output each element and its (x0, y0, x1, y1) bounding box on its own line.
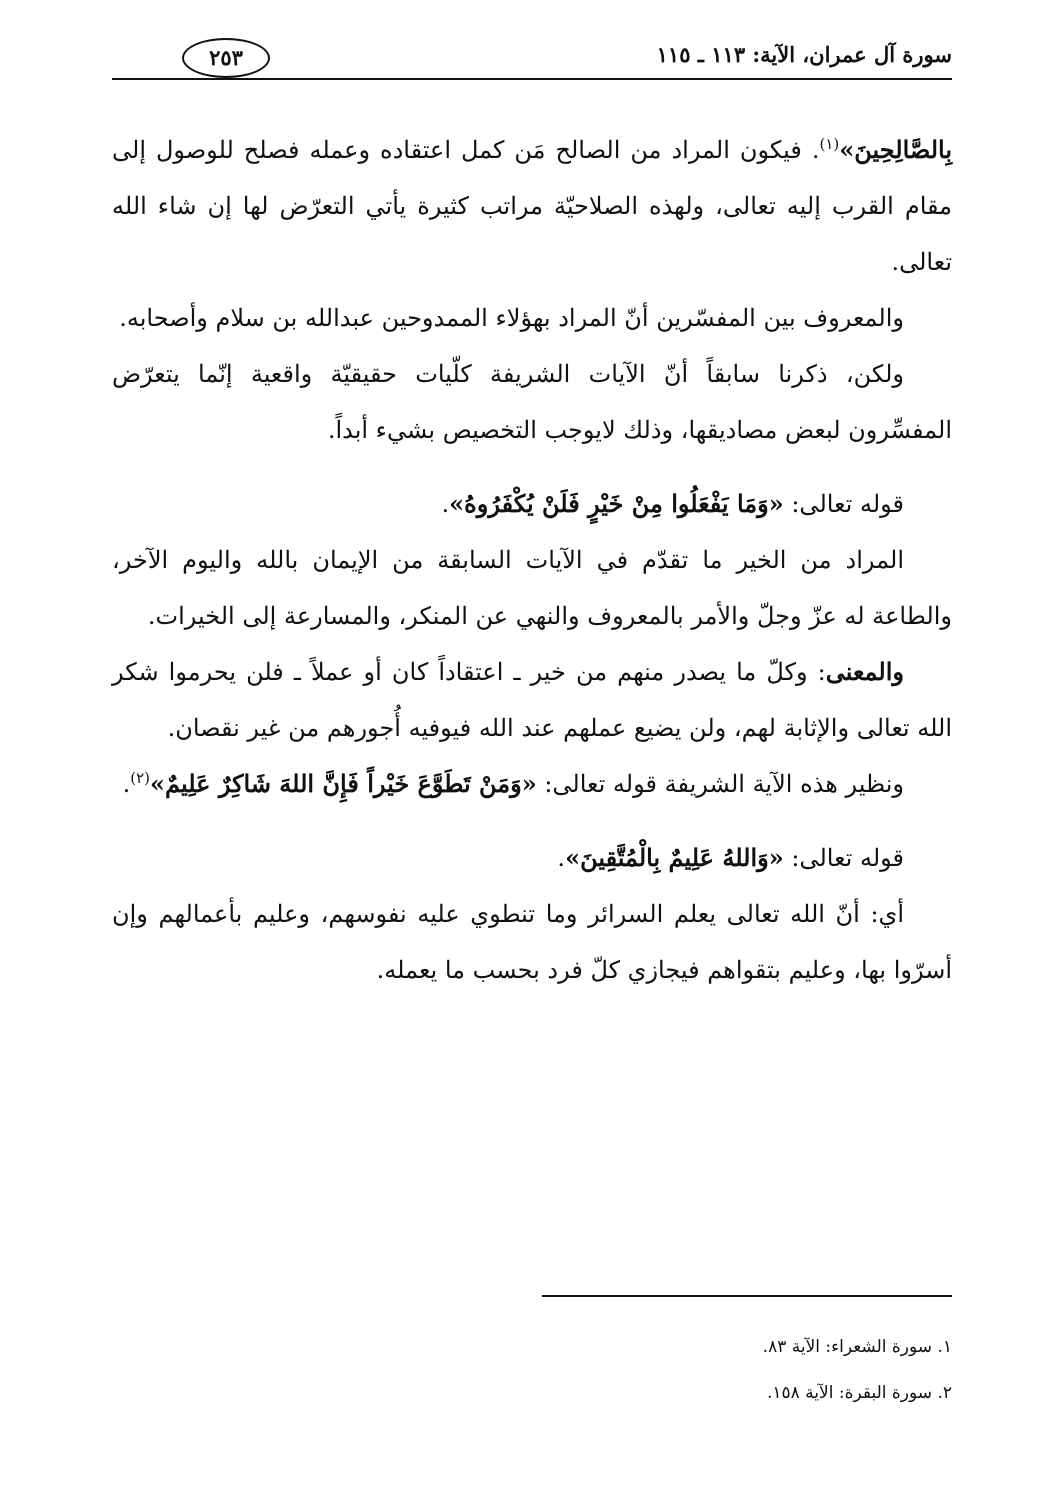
paragraph-9: أي: أنّ الله تعالى يعلم السرائر وما تنطوي عليه نفوسهم، وعليم بأعمالهم وإن أسرّوا بها، وعليم بتقواهم فيجازي كلّ فرد بحسب ما يعمله. (112, 900, 952, 984)
footnote-1: ١. سورة الشعراء: الآية ٨٣. (762, 1337, 952, 1357)
paragraph-3: ولكن، ذكرنا سابقاً أنّ الآيات الشريفة كلّيات حقيقيّة واقعية إنّما يتعرّض المفسِّرون لبعض مصاديقها، وذلك لايوجب التخصيص بشيء أبداً. (112, 360, 952, 444)
punctuation: . (557, 844, 566, 872)
paragraph-5: المراد من الخير ما تقدّم في الآيات السابقة من الإيمان بالله واليوم الآخر، والطاعة له عزّ وجلّ والأمر بالمعروف والنهي عن المنكر، والمسارعة إلى الخيرات. (112, 546, 952, 630)
running-title: سورة آل عمران، الآية: ١١٣ ـ ١١٥ (656, 42, 952, 67)
punctuation: . (441, 490, 450, 518)
page-header (112, 36, 952, 92)
verse-intro: قوله تعالى: (783, 490, 904, 518)
paragraph-2: والمعروف بين المفسّرين أنّ المراد بهؤلاء الممدوحين عبدالله بن سلام وأصحابه. (119, 304, 904, 332)
paragraph-1 (112, 122, 952, 290)
page-number-badge: ٢٥٣ (182, 38, 270, 78)
paragraph-6 (112, 644, 952, 756)
verse-intro: ونظير هذه الآية الشريفة قوله تعالى: (536, 770, 904, 798)
quran-verse: بِالصَّالِحِينَ» (839, 135, 953, 164)
quran-verse: «وَمَا يَفْعَلُوا مِنْ خَيْرٍ فَلَنْ يُكْفَرُوهُ» (449, 489, 784, 518)
book-page (112, 36, 952, 1459)
paragraph-8 (112, 830, 952, 886)
header-divider (112, 78, 952, 80)
footnotes (112, 1324, 952, 1416)
punctuation: . (122, 770, 131, 798)
paragraph-text: : وكلّ ما يصدر منهم من خير ـ اعتقاداً كان أو عملاً ـ فلن يحرموا شكر الله تعالى والإثابة لهم، ولن يضيع عملهم عند الله فيوفيه أُجورهم من غير نقصان. (112, 658, 952, 742)
paragraph-4 (112, 476, 952, 532)
paragraph-text: . فيكون المراد من الصالح مَن كمل اعتقاده وعمله فصلح للوصول إلى مقام القرب إليه تعالى، ولهذه الصلاحيّة مراتب كثيرة يأتي التعرّض لها إن شاء الله تعالى. (112, 136, 953, 276)
bold-term: والمعنى (825, 657, 904, 686)
verse-intro: قوله تعالى: (783, 844, 904, 872)
footnote-ref-2: (٢) (130, 769, 150, 787)
footnote-ref-1: (١) (819, 135, 840, 153)
footnote-2: ٢. سورة البقرة: الآية ١٥٨. (766, 1383, 952, 1403)
quran-verse: «وَاللهُ عَلِيمٌ بِالْمُتَّقِينَ» (565, 843, 784, 872)
quran-verse: «وَمَنْ تَطَوَّعَ خَيْراً فَإِنَّ اللهَ شَاكِرٌ عَلِيمٌ» (150, 769, 537, 798)
main-text (112, 122, 952, 998)
footnote-divider (542, 1295, 952, 1297)
paragraph-7 (112, 756, 952, 812)
